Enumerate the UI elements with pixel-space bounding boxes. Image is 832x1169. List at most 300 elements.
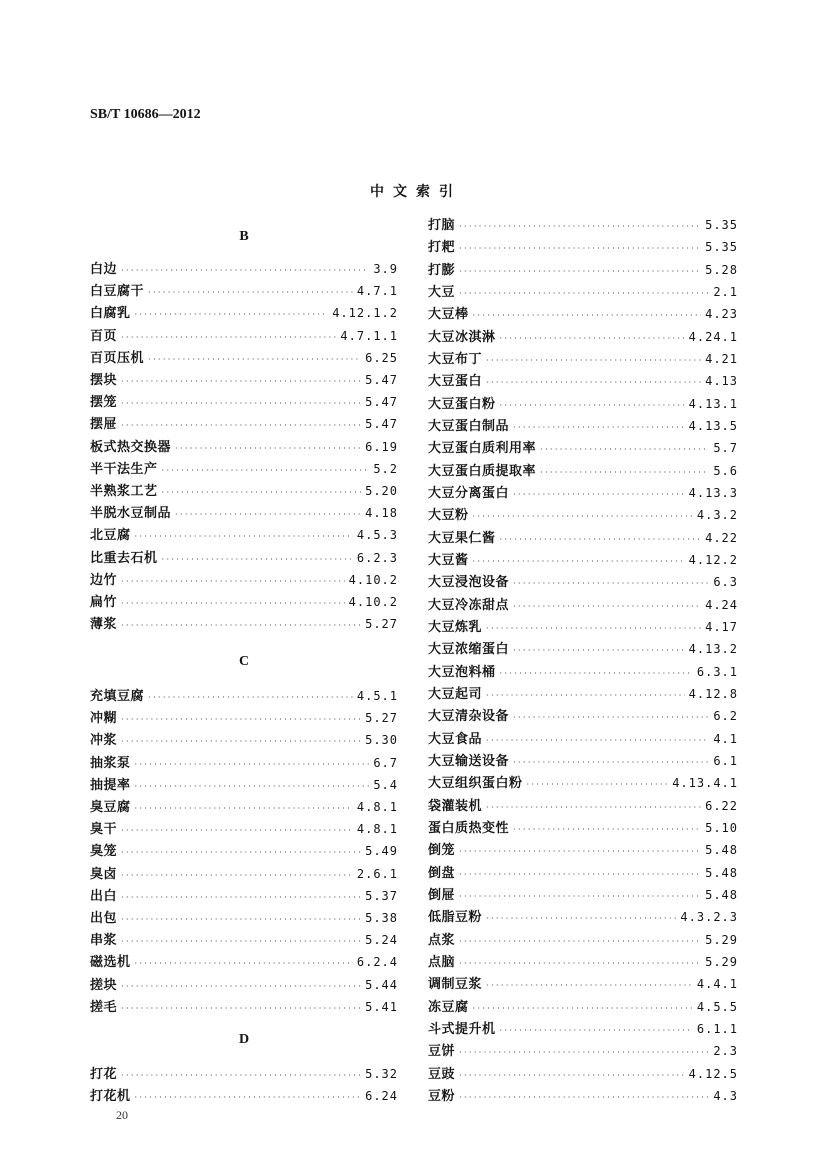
dot-leader — [121, 577, 345, 586]
index-entry — [428, 1018, 738, 1040]
dot-leader — [500, 669, 693, 678]
index-term: 大豆炼乳 — [428, 620, 483, 635]
index-entry — [90, 325, 398, 347]
dot-leader — [459, 289, 709, 298]
index-term: 豆饼 — [428, 1044, 456, 1060]
index-term: 大豆蛋白粉 — [428, 396, 496, 412]
dot-leader — [162, 488, 362, 497]
index-clause-number: 3.9 — [373, 262, 398, 276]
index-term: 大豆泡料桶 — [428, 664, 496, 680]
index-clause-number: 5.48 — [705, 865, 738, 880]
index-entry — [90, 569, 398, 591]
index-term: 低脂豆粉 — [428, 910, 483, 926]
dot-leader — [148, 693, 353, 702]
index-entry — [428, 236, 738, 258]
index-clause-number: 5.24 — [365, 933, 398, 948]
dot-leader — [459, 222, 701, 231]
dot-leader — [121, 982, 361, 991]
dot-leader — [121, 621, 361, 630]
index-term: 冻豆腐 — [428, 999, 469, 1015]
index-clause-number: 5.44 — [365, 977, 398, 992]
index-term: 豆豉 — [428, 1066, 456, 1082]
index-entry — [90, 302, 398, 324]
index-clause-number: 4.5.1 — [356, 689, 398, 703]
index-term: 大豆输送设备 — [428, 754, 510, 769]
dot-leader — [459, 937, 701, 946]
index-entry — [428, 214, 738, 236]
index-entry — [428, 817, 738, 839]
index-entry — [428, 370, 738, 392]
index-clause-number: 4.13.1 — [688, 396, 738, 411]
index-clause-number: 5.30 — [365, 733, 398, 748]
dot-leader — [486, 914, 676, 923]
index-entry — [428, 303, 738, 325]
index-term: 蛋白质热变性 — [428, 821, 510, 836]
index-clause-number: 5.10 — [705, 821, 738, 835]
dot-leader — [148, 288, 353, 297]
index-clause-number: 5.29 — [705, 932, 738, 947]
index-term: 摆屉 — [90, 417, 118, 433]
index-clause-number: 2.3 — [713, 1044, 738, 1059]
index-clause-number: 5.41 — [365, 999, 398, 1014]
index-clause-number: 6.19 — [365, 439, 398, 454]
index-clause-number: 4.13.5 — [688, 419, 738, 433]
dot-leader — [486, 356, 701, 365]
dot-leader — [162, 555, 353, 564]
index-clause-number: 5.49 — [365, 844, 398, 859]
index-clause-number: 5.27 — [365, 711, 398, 726]
document-id: SB/T 10686—2012 — [90, 107, 201, 122]
index-clause-number: 5.47 — [365, 417, 398, 432]
index-clause-number: 4.8.1 — [356, 822, 398, 837]
dot-leader — [121, 1004, 361, 1013]
index-term: 打耙 — [428, 240, 456, 256]
index-entry — [428, 594, 738, 616]
dot-leader — [121, 937, 361, 946]
index-entry — [90, 480, 398, 502]
index-clause-number: 4.13.3 — [688, 486, 738, 500]
dot-leader — [459, 1048, 709, 1057]
index-clause-number: 5.20 — [365, 484, 398, 498]
index-term: 点浆 — [428, 932, 456, 948]
dot-leader — [486, 803, 701, 812]
index-term: 大豆浸泡设备 — [428, 575, 510, 591]
dot-leader — [121, 826, 353, 835]
index-entry — [428, 683, 738, 705]
index-term: 倒笼 — [428, 843, 456, 859]
index-clause-number: 4.8.1 — [356, 800, 398, 814]
dot-leader — [459, 1071, 685, 1080]
dot-leader — [486, 624, 701, 633]
index-clause-number: 5.32 — [365, 1067, 398, 1081]
index-entry — [428, 795, 738, 817]
index-term: 调制豆浆 — [428, 977, 483, 993]
index-term: 打花机 — [90, 1089, 131, 1105]
index-entry — [428, 415, 738, 437]
index-entry — [90, 707, 398, 729]
index-clause-number: 4.10.2 — [348, 595, 398, 609]
dot-leader — [513, 423, 685, 432]
index-clause-number: 4.12.8 — [688, 687, 738, 701]
index-term: 北豆腐 — [90, 528, 131, 544]
dot-leader — [121, 915, 361, 924]
section-letter-heading: D — [238, 1032, 250, 1047]
index-term: 大豆果仁酱 — [428, 530, 496, 546]
dot-leader — [513, 713, 709, 722]
index-clause-number: 6.1.1 — [696, 1022, 738, 1036]
index-term: 板式热交换器 — [90, 439, 172, 455]
index-entry — [428, 259, 738, 281]
index-term: 倒屉 — [428, 888, 456, 903]
dot-leader — [513, 825, 701, 834]
dot-leader — [473, 1004, 693, 1013]
index-clause-number: 5.35 — [705, 240, 738, 255]
index-entry — [428, 661, 738, 683]
index-entry — [428, 862, 738, 884]
dot-leader — [486, 691, 685, 700]
index-entry — [90, 907, 398, 929]
index-term: 袋灌装机 — [428, 798, 483, 814]
index-entry — [90, 391, 398, 413]
dot-leader — [513, 646, 685, 655]
page-title: 中文索引 — [370, 184, 462, 200]
index-entry — [90, 818, 398, 840]
dot-leader — [500, 401, 685, 410]
dot-leader — [473, 512, 693, 521]
index-term: 出白 — [90, 888, 118, 904]
index-clause-number: 5.29 — [705, 955, 738, 969]
index-term: 百页 — [90, 328, 118, 344]
index-term: 大豆分离蛋白 — [428, 486, 510, 501]
index-clause-number: 4.13.2 — [688, 642, 738, 657]
index-term: 充填豆腐 — [90, 689, 145, 704]
dot-leader — [500, 535, 702, 544]
index-term: 打脑 — [428, 218, 456, 233]
index-entry — [90, 729, 398, 751]
index-clause-number: 4.5.3 — [356, 528, 398, 543]
dot-leader — [540, 468, 709, 477]
dot-leader — [459, 244, 701, 253]
dot-leader — [459, 870, 701, 879]
index-term: 大豆蛋白质利用率 — [428, 441, 537, 457]
index-entry — [90, 885, 398, 907]
dot-leader — [486, 981, 693, 990]
dot-leader — [135, 310, 329, 319]
index-entry — [428, 482, 738, 504]
index-clause-number: 4.3.2 — [696, 508, 738, 523]
index-entry — [90, 547, 398, 569]
dot-leader — [121, 871, 353, 880]
index-entry — [428, 1040, 738, 1062]
index-entry — [428, 750, 738, 772]
index-entry — [90, 1085, 398, 1107]
index-clause-number: 4.12.5 — [688, 1066, 738, 1081]
index-term: 抽提率 — [90, 777, 131, 793]
index-entry — [428, 951, 738, 973]
dot-leader — [513, 579, 709, 588]
index-clause-number: 4.12.1.2 — [332, 306, 398, 321]
dot-leader — [135, 532, 353, 541]
index-clause-number: 4.12.2 — [688, 553, 738, 567]
dot-leader — [459, 1093, 709, 1102]
dot-leader — [148, 355, 361, 364]
dot-leader — [121, 599, 345, 608]
index-clause-number: 5.2 — [373, 461, 398, 476]
index-clause-number: 5.48 — [705, 843, 738, 858]
index-clause-number: 4.3.2.3 — [680, 910, 738, 925]
index-clause-number: 5.48 — [705, 888, 738, 902]
index-entry — [428, 460, 738, 482]
index-term: 臭笼 — [90, 844, 118, 860]
index-entry — [428, 973, 738, 995]
index-entry — [428, 437, 738, 459]
index-clause-number: 4.13.4.1 — [672, 776, 738, 791]
index-clause-number: 5.47 — [365, 395, 398, 410]
dot-leader — [121, 266, 369, 275]
index-term: 摆块 — [90, 373, 118, 388]
dot-leader — [121, 333, 336, 342]
index-entry — [90, 840, 398, 862]
dot-leader — [121, 377, 361, 386]
index-clause-number: 5.27 — [365, 617, 398, 632]
index-term: 半熟浆工艺 — [90, 484, 158, 499]
index-term: 冲糊 — [90, 711, 118, 727]
index-clause-number: 5.35 — [705, 218, 738, 232]
index-entry — [90, 280, 398, 302]
index-term: 白豆腐干 — [90, 284, 145, 300]
index-term: 大豆酱 — [428, 553, 469, 568]
index-entry — [90, 1063, 398, 1085]
index-clause-number: 4.18 — [365, 506, 398, 521]
dot-leader — [473, 557, 685, 566]
index-clause-number: 6.24 — [365, 1089, 398, 1104]
dot-leader — [513, 490, 685, 499]
index-term: 大豆食品 — [428, 731, 483, 747]
index-clause-number: 2.6.1 — [356, 866, 398, 881]
index-entry — [428, 884, 738, 906]
index-term: 斗式提升机 — [428, 1022, 496, 1037]
dot-leader — [459, 892, 701, 901]
index-entry — [428, 504, 738, 526]
index-term: 倒盘 — [428, 865, 456, 881]
index-term: 白边 — [90, 262, 118, 277]
index-entry — [90, 258, 398, 280]
index-term: 出包 — [90, 911, 118, 926]
index-clause-number: 6.25 — [365, 350, 398, 365]
index-term: 豆粉 — [428, 1089, 456, 1104]
dot-leader — [513, 602, 701, 611]
index-term: 大豆棒 — [428, 307, 469, 323]
index-term: 大豆冰淇淋 — [428, 329, 496, 345]
index-entry — [428, 527, 738, 549]
index-clause-number: 5.6 — [713, 463, 738, 478]
index-entry — [90, 524, 398, 546]
dot-leader — [121, 399, 361, 408]
index-clause-number: 6.3.1 — [696, 664, 738, 679]
section-letter-heading: C — [238, 654, 250, 669]
index-term: 大豆清杂设备 — [428, 709, 510, 725]
index-clause-number: 4.4.1 — [696, 977, 738, 992]
dot-leader — [500, 1026, 693, 1035]
dot-leader — [486, 378, 701, 387]
dot-leader — [175, 444, 361, 453]
dot-leader — [540, 445, 709, 454]
index-clause-number: 6.1 — [713, 754, 738, 768]
index-term: 大豆蛋白制品 — [428, 419, 510, 434]
index-clause-number: 4.5.5 — [696, 999, 738, 1014]
index-clause-number: 4.7.1 — [356, 284, 398, 299]
index-clause-number: 4.13 — [705, 374, 738, 389]
index-entry — [428, 705, 738, 727]
index-clause-number: 6.3 — [713, 575, 738, 590]
index-clause-number: 4.7.1.1 — [340, 328, 398, 343]
index-term: 半干法生产 — [90, 461, 158, 477]
index-entry — [90, 752, 398, 774]
index-term: 搓毛 — [90, 999, 118, 1015]
index-entry — [428, 348, 738, 370]
dot-leader — [500, 334, 685, 343]
dot-leader — [121, 893, 361, 902]
index-entry — [90, 347, 398, 369]
index-entry — [90, 951, 398, 973]
index-entry — [428, 728, 738, 750]
index-entry — [90, 929, 398, 951]
index-entry — [428, 839, 738, 861]
index-clause-number: 4.24.1 — [688, 329, 738, 344]
index-term: 半脱水豆制品 — [90, 506, 172, 522]
index-term: 大豆 — [428, 285, 456, 300]
index-term: 大豆组织蛋白粉 — [428, 776, 523, 792]
index-entry — [90, 863, 398, 885]
index-term: 扁竹 — [90, 595, 118, 610]
index-term: 摆笼 — [90, 395, 118, 411]
index-term: 大豆粉 — [428, 508, 469, 524]
index-entry — [90, 458, 398, 480]
index-term: 打膨 — [428, 262, 456, 278]
dot-leader — [135, 1093, 362, 1102]
index-entry — [428, 326, 738, 348]
index-clause-number: 5.7 — [713, 441, 738, 456]
index-clause-number: 4.24 — [705, 597, 738, 612]
index-term: 薄浆 — [90, 617, 118, 633]
index-term: 大豆蛋白质提取率 — [428, 463, 537, 479]
index-entry — [428, 549, 738, 571]
section-letter-heading: B — [239, 229, 249, 244]
index-entry — [90, 685, 398, 707]
index-clause-number: 4.21 — [705, 352, 738, 366]
index-clause-number: 4.22 — [705, 530, 738, 545]
index-clause-number: 4.17 — [705, 620, 738, 634]
index-entry — [90, 974, 398, 996]
index-clause-number: 6.2.4 — [356, 955, 398, 970]
index-clause-number: 5.37 — [365, 888, 398, 903]
index-term: 大豆浓缩蛋白 — [428, 642, 510, 658]
index-entry — [428, 906, 738, 928]
dot-leader — [175, 510, 361, 519]
index-clause-number: 4.1 — [713, 731, 738, 746]
index-entry — [428, 772, 738, 794]
index-term: 白腐乳 — [90, 306, 131, 322]
dot-leader — [121, 848, 361, 857]
index-term: 串浆 — [90, 933, 118, 949]
dot-leader — [121, 715, 361, 724]
index-entry — [428, 393, 738, 415]
dot-leader — [121, 1071, 361, 1080]
index-clause-number: 6.22 — [705, 798, 738, 813]
dot-leader — [162, 466, 370, 475]
index-entry — [90, 413, 398, 435]
dot-leader — [459, 959, 701, 968]
index-entry — [428, 616, 738, 638]
dot-leader — [513, 758, 709, 767]
index-clause-number: 5.4 — [373, 777, 398, 792]
index-clause-number: 6.2.3 — [356, 550, 398, 565]
index-entry — [90, 774, 398, 796]
index-entry — [90, 369, 398, 391]
index-entry — [90, 996, 398, 1018]
dot-leader — [135, 959, 353, 968]
index-entry — [428, 929, 738, 951]
index-entry — [428, 281, 738, 303]
index-term: 臭卤 — [90, 866, 118, 882]
index-term: 冲浆 — [90, 733, 118, 749]
index-term: 臭干 — [90, 822, 118, 838]
index-entry — [90, 796, 398, 818]
index-term: 边竹 — [90, 572, 118, 588]
index-clause-number: 4.3 — [713, 1089, 738, 1103]
dot-leader — [473, 311, 702, 320]
index-entry — [428, 1085, 738, 1107]
index-term: 臭豆腐 — [90, 800, 131, 815]
index-term: 点脑 — [428, 955, 456, 970]
index-clause-number: 4.23 — [705, 307, 738, 322]
dot-leader — [527, 780, 669, 789]
dot-leader — [459, 267, 701, 276]
index-entry — [90, 436, 398, 458]
index-term: 打花 — [90, 1067, 118, 1082]
index-entry — [90, 591, 398, 613]
index-clause-number: 6.2 — [713, 709, 738, 724]
index-clause-number: 6.7 — [373, 755, 398, 770]
index-clause-number: 2.1 — [713, 285, 738, 299]
index-entry — [428, 1063, 738, 1085]
dot-leader — [135, 782, 370, 791]
index-entry — [90, 613, 398, 635]
index-entry — [90, 502, 398, 524]
index-term: 搓块 — [90, 977, 118, 993]
index-entry — [428, 996, 738, 1018]
index-clause-number: 5.38 — [365, 911, 398, 925]
dot-leader — [135, 760, 370, 769]
index-clause-number: 5.28 — [705, 262, 738, 277]
index-term: 抽浆泵 — [90, 755, 131, 771]
index-clause-number: 4.10.2 — [348, 572, 398, 587]
dot-leader — [135, 804, 353, 813]
index-clause-number: 5.47 — [365, 373, 398, 387]
index-term: 大豆起司 — [428, 687, 483, 702]
index-entry — [428, 638, 738, 660]
index-term: 大豆布丁 — [428, 352, 483, 367]
dot-leader — [121, 421, 361, 430]
index-term: 比重去石机 — [90, 550, 158, 566]
page-number: 20 — [116, 1108, 128, 1122]
dot-leader — [121, 737, 361, 746]
index-term: 大豆冷冻甜点 — [428, 597, 510, 613]
index-term: 磁选机 — [90, 955, 131, 971]
index-term: 大豆蛋白 — [428, 374, 483, 390]
dot-leader — [486, 736, 709, 745]
index-entry — [428, 571, 738, 593]
